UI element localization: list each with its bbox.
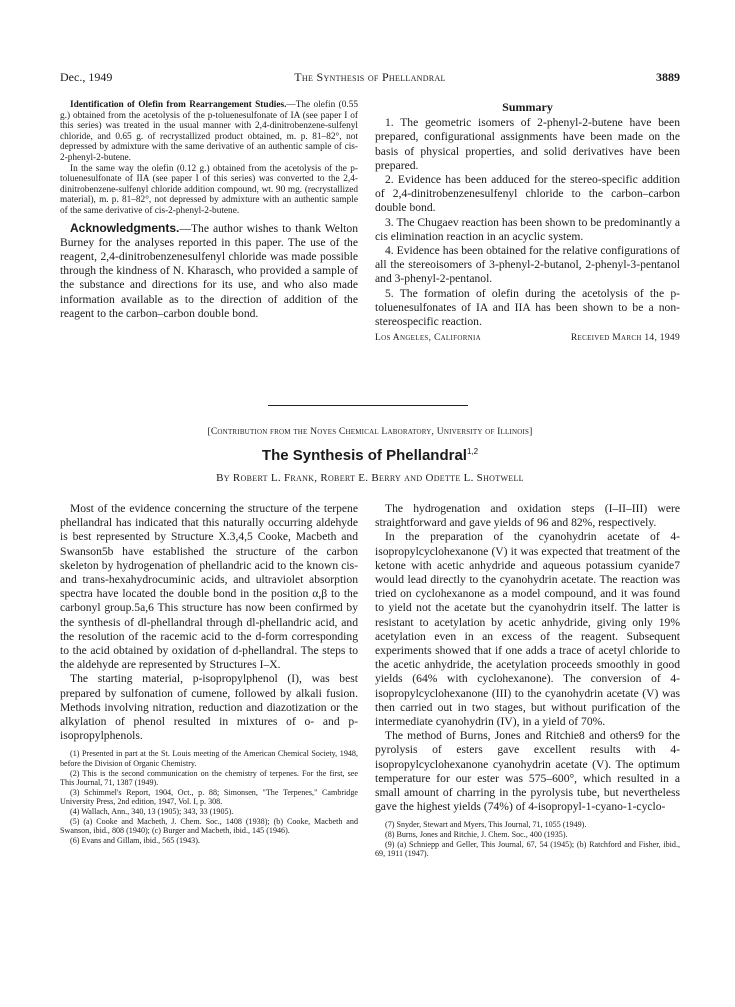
identification-heading: Identification of Olefin from Rearrangement Studies. <box>70 100 287 110</box>
identification-paragraph-2: In the same way the olefin (0.12 g.) obtained from the acetolysis of the p-toluenesulfonate of IIA (see paper I of this series) was converted to the 2,4-dinitrobenzene-sulfenyl chloride addition compound, wt. 90 mg. (recrystallized material), m. p. 81–82°, not depressed by admixture with an authentic sample of the same derivative of cis-2-phenyl-2-butene. <box>60 163 358 216</box>
article-left-column <box>60 502 358 845</box>
summary-column <box>375 100 680 345</box>
summary-item: 5. The formation of olefin during the acetolysis of the p-toluenesulfonates of IA and IIA has been shown to be a non-stereospecific reaction. <box>375 286 680 329</box>
contribution-line: [Contribution from the Noyes Chemical Laboratory, University of Illinois] <box>207 426 533 437</box>
footnote: (9) (a) Schniepp and Geller, This Journal, 67, 54 (1945); (b) Ratchford and Fisher, ibid., 69, 1911 (1947). <box>375 839 680 859</box>
running-title: The Synthesis of Phellandral <box>294 70 446 84</box>
footnotes-right <box>375 820 680 858</box>
summary-item: 4. Evidence has been obtained for the relative configurations of all the stereoisomers of 3-phenyl-2-butanol, 2-phenyl-3-pentanol and 3-phenyl-2-pentanol. <box>375 244 680 286</box>
identification-paragraph <box>60 100 358 164</box>
footnote: (8) Burns, Jones and Ritchie, J. Chem. Soc., 400 (1935). <box>385 830 568 840</box>
footnote: (6) Evans and Gillam, ibid., 565 (1943). <box>70 835 200 845</box>
summary-heading: Summary <box>502 100 553 114</box>
body-paragraph: The starting material, p-isopropylphenol (I), was best prepared by sulfonation of cumene, followed by alkali fusion. Methods involving nitration, reduction and diazotization or the alkylation of phenol resulted in mixtures of o- and p-isopropylphenols. <box>60 672 358 743</box>
footnotes-left <box>60 749 358 845</box>
identification-text: —The olefin (0.55 g.) obtained from the acetolysis of the p-toluenesulfonate of IA (see paper I of this series) was treated in the usual manner with 2,4-dinitrobenzene-sulfenyl chloride, and 0.65 g. of recrystallized product obtained, m. p. 81–82°, not depressed by admixture with the same derivative of an authentic sample of cis-2-phenyl-2-butene. <box>60 100 358 163</box>
article-title: The Synthesis of Phellandral$^{1,2}$ <box>261 447 479 464</box>
authors-line: By Robert L. Frank, Robert E. Berry and Odette L. Shotwell <box>216 472 524 484</box>
body-paragraph: In the preparation of the cyanohydrin acetate of 4-isopropylcyclohexanone (V) it was expected that treatment of the ketone with acetic anhydride and aqueous potassium cyanide7 would lead directly to the cyanohydrin acetate. The reaction was tried on cyclohexanone as a model compound, and it was found to yield not the acetate but the cyanohydrin itself. The latter is resistant to acetylation by acetic anhydride, giving only 19% acetylation even in an excess of the reagent. Subsequent experiments showed that if one adds a trace of acetyl chloride to the acetic anhydride, the acetylation proceeds smoothly in good yields (64% with cyclohexanone). The conversion of 4-isopropylcyclohexanone (III) to the cyanohydrin acetate (V) was then carried out in two stages, but without purification of the intermediate cyanohydrin (IV), in a yield of 70%. <box>375 530 680 729</box>
received-date: Received March 14, 1949 <box>570 333 680 344</box>
footnote: (4) Wallach, Ann., 340, 13 (1905); 343, 33 (1905). <box>70 807 234 817</box>
footnote: (3) Schimmel's Report, 1904, Oct., p. 88; Simonsen, "The Terpenes," Cambridge University Press, 2nd edition, 1947, Vol. I, p. 308. <box>60 787 358 807</box>
article-right-column <box>375 502 680 859</box>
footnote: (2) This is the second communication on the chemistry of terpenes. For the first, see This Journal, 71, 1387 (1949). <box>60 768 358 788</box>
summary-item: 2. Evidence has been adduced for the stereo-specific addition of 2,4-dinitrobenzenesulfenyl chloride to the carbon–carbon double bond. <box>375 173 680 215</box>
signature-line <box>375 331 680 345</box>
footnote: (1) Presented in part at the St. Louis meeting of the American Chemical Society, 1948, before the Division of Organic Chemistry. <box>60 749 358 769</box>
acknowledgments-paragraph <box>60 221 358 321</box>
previous-article-left-column <box>60 100 358 321</box>
section-divider <box>268 405 468 406</box>
title-footnote-marks: 1,2 <box>466 447 479 456</box>
footnote: (7) Snyder, Stewart and Myers, This Journal, 71, 1055 (1949). <box>385 820 587 830</box>
body-paragraph: The hydrogenation and oxidation steps (I–II–III) were straightforward and gave yields of 96 and 82%, respectively. <box>375 502 680 530</box>
body-paragraph: The method of Burns, Jones and Ritchie8 and others9 for the pyrolysis of esters gave excellent results with 4-isopropylcyclohexanone cyanohydrin acetate (V). The optimum temperature for our ester was 575–600°, which resulted in a small amount of charring in the pyrolysis tube, but nevertheless gave the highest yields (74%) of 4-isopropyl-1-cyano-1-cyclo- <box>375 729 680 814</box>
footnote: (5) (a) Cooke and Macbeth, J. Chem. Soc., 1408 (1938); (b) Cooke, Macbeth and Swanson, ibid., 808 (1940); (c) Burger and Macbeth, ibid., 145 (1946). <box>60 816 358 836</box>
issue-date: Dec., 1949 <box>60 70 113 84</box>
running-head <box>60 70 680 88</box>
summary-item: 3. The Chugaev reaction has been shown to be predominantly a cis elimination reaction in an acyclic system. <box>375 215 680 243</box>
body-paragraph: Most of the evidence concerning the structure of the terpene phellandral has indicated that this naturally occurring aldehyde is best represented by Structure X.3,4,5 Cooke, Macbeth and Swanson5b have established the structure of the carbon skeleton by hydrogenation of phellandric acid to the known cis- and trans-hexahydrocuminic acids, and ultraviolet absorption spectra have located the double bond in the position α,β to the carbonyl group.5a,6 This structure has now been confirmed by the synthesis of dl-phellandral through dl-phellandric acid, and the resolution of the racemic acid to the d-form corresponding to the acid obtained by oxidation of d-phellandral. The steps to the aldehyde are represented by Structures I–X. <box>60 502 358 672</box>
summary-item: 1. The geometric isomers of 2-phenyl-2-butene have been prepared, configurational assignments have been made on the basis of physical properties, and solid derivatives have been prepared. <box>375 116 680 172</box>
acknowledgments-heading: Acknowledgments. <box>70 220 180 235</box>
acknowledgments-text: —The author wishes to thank Welton Burney for the analyses reported in this paper. The use of the reagent, 2,4-dinitrobenzenesulfenyl chloride was made possible through the kindness of N. Kharasch, who provided a sample of the substance and directions for its use, and who also made information available as to the direction of addition of the reagent to the carbon–carbon double bond. <box>60 221 358 320</box>
location: Los Angeles, California <box>375 333 482 344</box>
page-number: 3889 <box>656 70 680 84</box>
